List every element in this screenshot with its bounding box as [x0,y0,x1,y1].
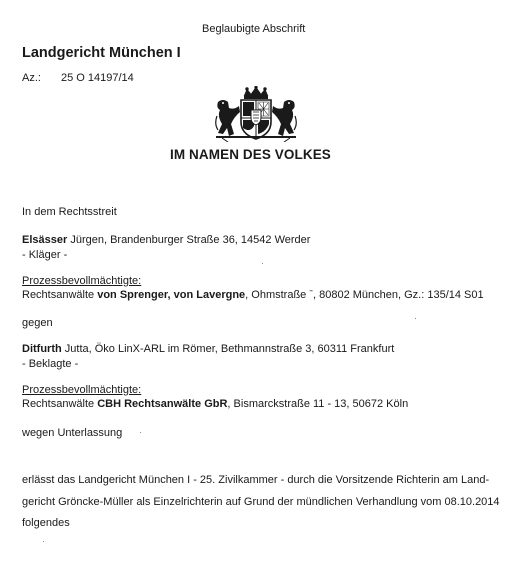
scan-speck [262,263,263,264]
scan-speck [140,432,141,433]
defendant-counsel-address: , Bismarckstraße 11 - 13, 50672 Köln [227,398,409,410]
defendant-role: - Beklagte - [22,358,79,370]
intro-text: In dem Rechtsstreit [22,206,117,218]
decision-line-1: erlässt das Landgericht München I - 25. Zivilkammer - durch die Vorsitzende Richterin am Land- [22,474,490,486]
scan-speck [43,541,44,542]
plaintiff-counsel-prefix: Rechtsanwälte [22,289,98,301]
decision-line-2: gericht Gröncke-Müller als Einzelrichterin auf Grund der mündlichen Verhandlung vom 08.10.2014 [22,496,500,508]
defendant-line [22,343,394,356]
defendant-details: Jutta, Öko LinX-ARL im Römer, Bethmannstraße 3, 60311 Frankfurt [61,343,395,355]
against-text: gegen [22,317,53,329]
certified-copy-label: Beglaubigte Abschrift [202,23,306,35]
plaintiff-counsel-label: Prozessbevollmächtigte: [22,275,142,287]
coat-of-arms-icon [214,86,298,142]
decision-line-3: folgendes [22,517,70,529]
plaintiff-name: Elsässer [22,234,68,246]
scan-speck [415,318,416,319]
defendant-counsel-prefix: Rechtsanwälte [22,398,98,410]
defendant-name: Ditfurth [22,343,62,355]
court-name: Landgericht München I [22,45,181,61]
subject-text: wegen Unterlassung [22,427,123,439]
judgment-heading: IM NAMEN DES VOLKES [170,147,331,162]
plaintiff-details: Jürgen, Brandenburger Straße 36, 14542 Werder [67,234,311,246]
plaintiff-role: - Kläger - [22,249,68,261]
plaintiff-line [22,234,310,247]
file-reference [22,72,134,84]
plaintiff-counsel-line [22,289,484,302]
plaintiff-counsel-firm: von Sprenger, von Lavergne [97,289,246,301]
plaintiff-counsel-address: , Ohmstraße ˉ, 80802 München, Gz.: 135/14 S01 [245,289,484,301]
defendant-counsel-line [22,398,408,411]
file-reference-label: Az.: [22,72,41,84]
defendant-counsel-firm: CBH Rechtsanwälte GbR [97,398,228,410]
defendant-counsel-label: Prozessbevollmächtigte: [22,384,142,396]
file-reference-number: 25 O 14197/14 [60,72,134,84]
